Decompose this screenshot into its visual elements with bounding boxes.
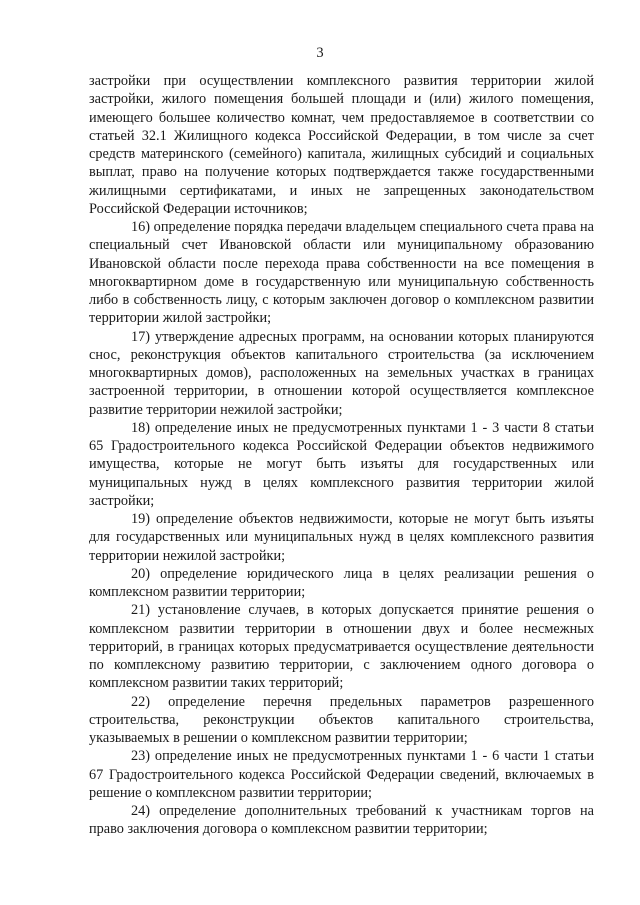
paragraph-item-17: 17) утверждение адресных программ, на основании которых планируются снос, реконструкция объектов капитального строительства (за исключением многоквартирных домов), расположенных на земельных участках в границах застроенной территории, в отношении которой осуществляется комплексное развитие территории нежилой застройки; bbox=[89, 328, 594, 418]
paragraph-item-16: 16) определение порядка передачи владельцем специального счета права на специальный счет Ивановской области или муниципальному образованию Ивановской области после перехода права собственности на все помещения в многоквартирном доме в государственную или муниципальную собственность либо в собственность лицу, с которым заключен договор о комплексном развитии территории жилой застройки; bbox=[89, 219, 594, 327]
paragraph-item-19: 19) определение объектов недвижимости, которые не могут быть изъяты для государственных или муниципальных нужд в целях комплексного развития территории нежилой застройки; bbox=[89, 511, 594, 564]
paragraph-item-20: 20) определение юридического лица в целях реализации решения о комплексном развитии территории; bbox=[89, 565, 594, 600]
paragraph-item-21: 21) установление случаев, в которых допускается принятие решения о комплексном развитии территории в отношении двух и более несмежных территорий, в границах которых предусматривается осуществление деятельности по комплексному развитию территории, с заключением одного договора о комплексном развитии таких территорий; bbox=[89, 602, 594, 692]
document-body bbox=[89, 72, 594, 839]
page-number: 3 bbox=[316, 45, 324, 61]
paragraph-item-23: 23) определение иных не предусмотренных пунктами 1 - 6 части 1 статьи 67 Градостроительного кодекса Российской Федерации сведений, включаемых в решение о комплексном развитии территории; bbox=[89, 748, 594, 801]
paragraph-continuation: застройки при осуществлении комплексного развития территории жилой застройки, жилого помещения большей площади и (или) жилого помещения, имеющего большее количество комнат, чем предоставляемое в соответствии со статьей 32.1 Жилищного кодекса Российской Федерации, в том числе за счет средств материнского (семейного) капитала, жилищных субсидий и социальных выплат, право на получение которых подтверждается также государственными жилищными сертификатами, и иных не запрещенных законодательством Российской Федерации источников; bbox=[89, 73, 594, 217]
paragraph-item-24: 24) определение дополнительных требований к участникам торгов на право заключения договора о комплексном развитии территории; bbox=[89, 803, 594, 838]
paragraph-item-18: 18) определение иных не предусмотренных пунктами 1 - 3 части 8 статьи 65 Градостроительного кодекса Российской Федерации объектов недвижимого имущества, которые не могут быть изъяты для государственных или муниципальных нужд в целях комплексного развития территории жилой застройки; bbox=[89, 419, 594, 509]
paragraph-item-22: 22) определение перечня предельных параметров разрешенного строительства, реконструкции объектов капитального строительства, указываемых в решении о комплексном развитии территории; bbox=[89, 693, 594, 746]
